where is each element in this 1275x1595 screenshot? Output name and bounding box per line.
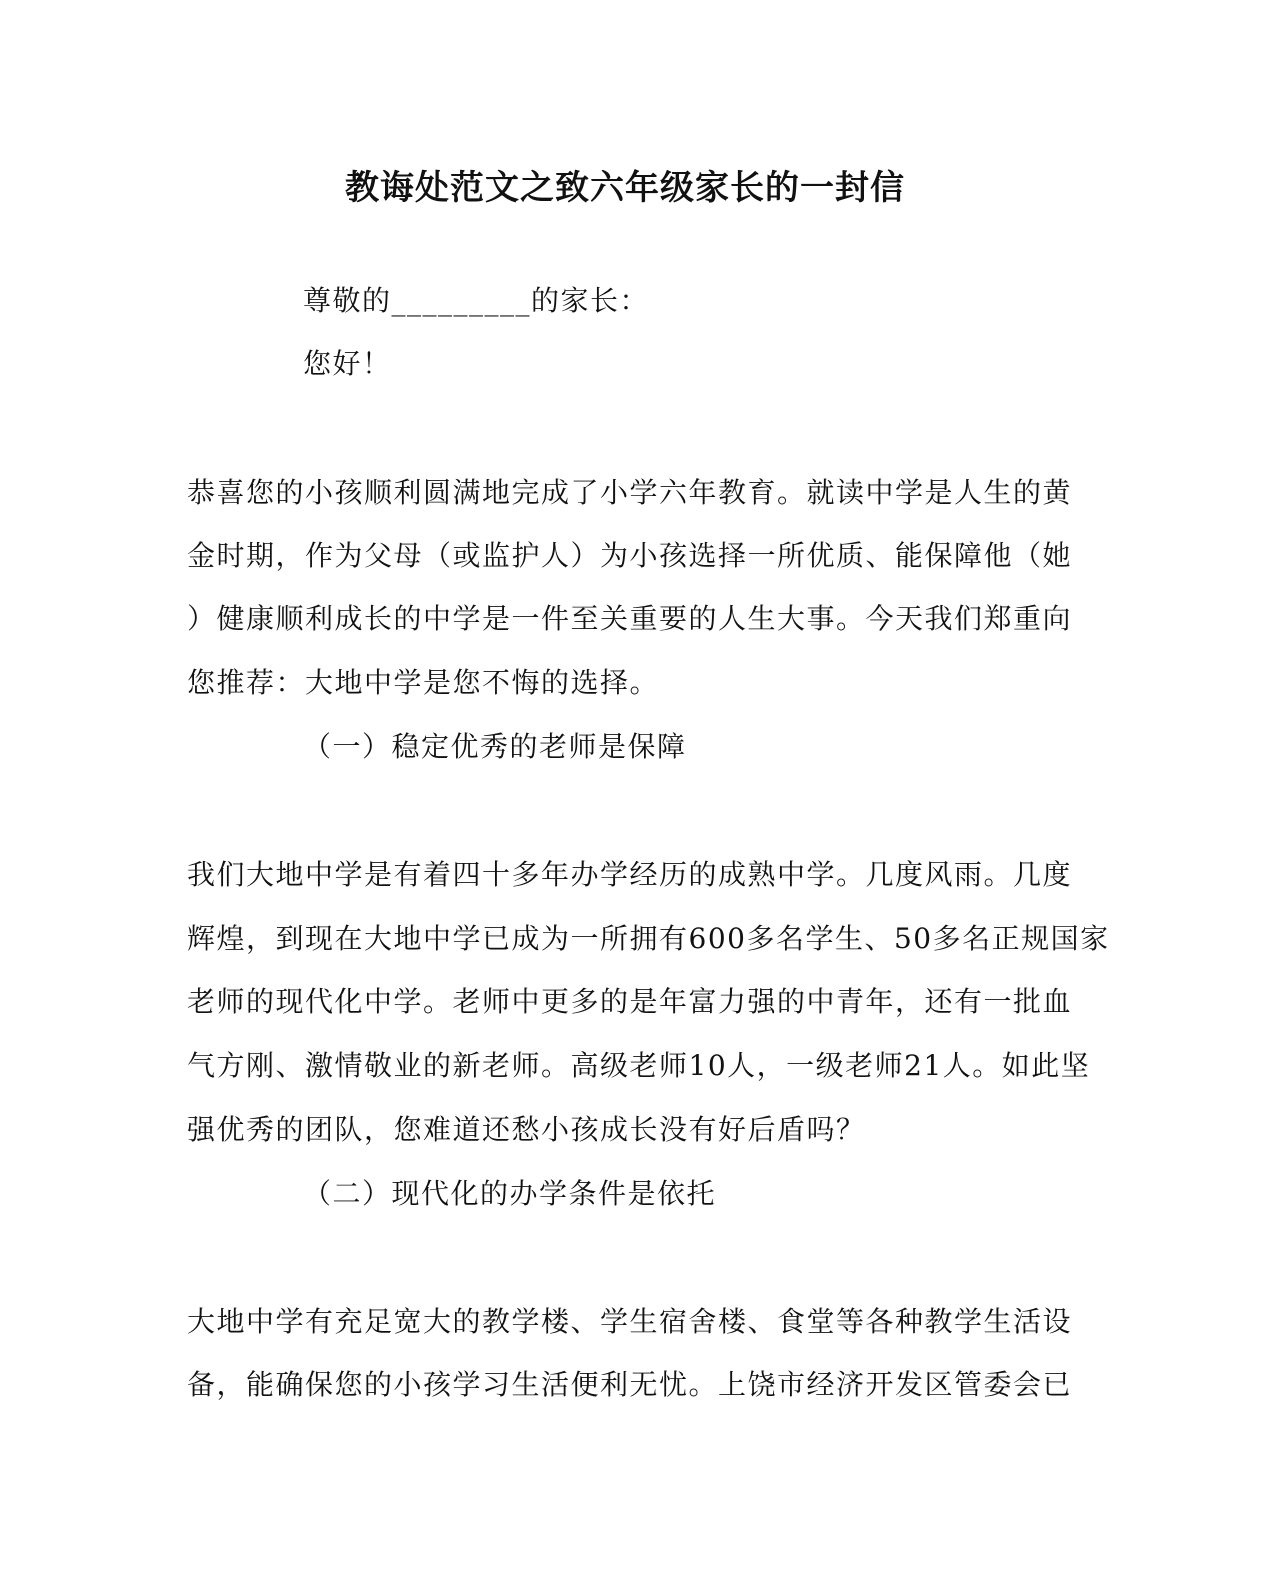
paragraph-2-line-5: 强优秀的团队，您难道还愁小孩成长没有好后盾吗？	[187, 1113, 866, 1146]
paragraph-2-line-1: 我们大地中学是有着四十多年办学经历的成熟中学。几度风雨。几度	[187, 858, 1073, 891]
paragraph-1-line-2: 金时期，作为父母（或监护人）为小孩选择一所优质、能保障他（她	[187, 539, 1073, 572]
section-heading-2: （二）现代化的办学条件是依托	[303, 1177, 717, 1210]
paragraph-1-line-1: 恭喜您的小孩顺利圆满地完成了小学六年教育。就读中学是人生的黄	[187, 476, 1073, 509]
paragraph-3-line-1: 大地中学有充足宽大的教学楼、学生宿舍楼、食堂等各种教学生活设	[187, 1305, 1073, 1338]
salutation-line: 您好！	[303, 347, 392, 380]
paragraph-1-line-3: ）健康顺利成长的中学是一件至关重要的人生大事。今天我们郑重向	[187, 602, 1073, 635]
paragraph-2-line-3: 老师的现代化中学。老师中更多的是年富力强的中青年，还有一批血	[187, 985, 1073, 1018]
paragraph-2-line-4: 气方刚、激情敬业的新老师。高级老师10人，一级老师21人。如此坚	[187, 1049, 1091, 1082]
paragraph-3-line-2: 备，能确保您的小孩学习生活便利无忧。上饶市经济开发区管委会已	[187, 1368, 1073, 1401]
paragraph-2-line-2: 辉煌，到现在大地中学已成为一所拥有600多名学生、50多名正规国家	[187, 922, 1110, 955]
paragraph-1-line-4: 您推荐：大地中学是您不悔的选择。	[187, 666, 660, 699]
document-title: 教诲处范文之致六年级家长的一封信	[345, 168, 905, 208]
greeting-line: 尊敬的_________的家长：	[303, 284, 650, 317]
section-heading-1: （一）稳定优秀的老师是保障	[303, 730, 687, 763]
